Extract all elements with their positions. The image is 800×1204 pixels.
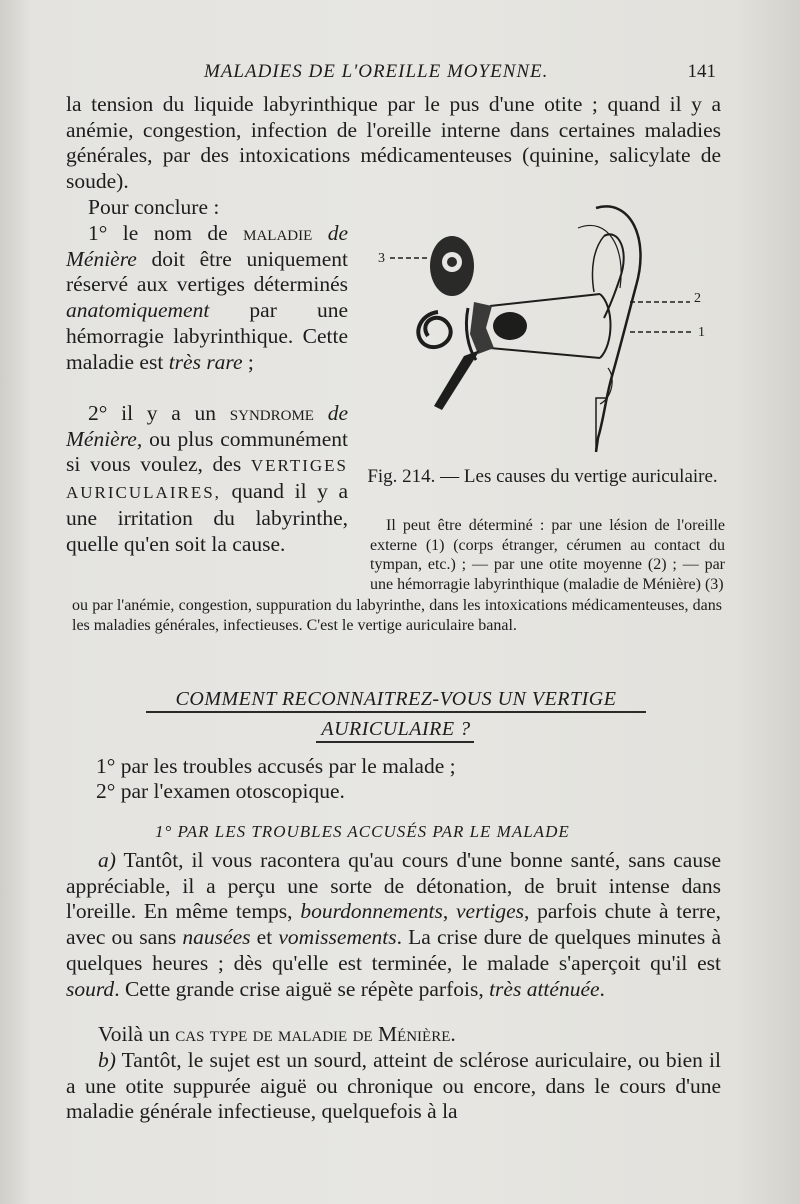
recognition-point-1: 1° par les troubles accusés par le malade ; bbox=[96, 754, 456, 778]
paragraph-b bbox=[66, 1048, 721, 1125]
italic-term: vertiges bbox=[455, 899, 525, 924]
italic-term: bourdonnements bbox=[300, 899, 443, 924]
italic-term: nausées bbox=[182, 925, 251, 950]
conclusion-item-1 bbox=[66, 221, 348, 375]
item-text bbox=[314, 401, 328, 425]
spaced-term: VERTIGES AURICULAIRES, bbox=[66, 456, 348, 503]
section-heading-line-2: AURICULAIRE ? bbox=[321, 718, 471, 740]
figure-label-2: 2 bbox=[694, 291, 701, 306]
item-text: quand il y a une irritation du labyrinthe, quelle qu'en soit la cause. bbox=[66, 479, 348, 556]
italic-term: très rare bbox=[168, 349, 243, 374]
paragraph-text: Voilà un bbox=[98, 1022, 176, 1046]
italic-term: de Ménière bbox=[66, 221, 348, 271]
heading-rule-1 bbox=[146, 711, 646, 713]
running-title: MALADIES DE L'OREILLE MOYENNE. bbox=[204, 61, 549, 82]
ear-anatomy-illustration bbox=[368, 198, 718, 460]
figure-legend: Il peut être déterminé : par une lésion de l'oreille externe (1) (corps étranger, cérumen au contact du tympan, etc.) ; — par une otite moyenne (2) ; — par une hémorragie labyrinthique (maladie de Ménière) (3) bbox=[370, 517, 725, 593]
small-caps-term: cas type de maladie de Ménière bbox=[175, 1022, 451, 1046]
figure-label-1: 1 bbox=[698, 325, 705, 340]
figure-legend-continued: ou par l'anémie, congestion, suppuration du labyrinthe, dans les intoxications médicamenteuses, dans les maladies générales, infectieuses. C'est le vertige auriculaire banal. bbox=[72, 597, 722, 634]
small-caps-term: maladie bbox=[243, 221, 313, 245]
foreign-body-mark bbox=[493, 312, 527, 340]
page-number: 141 bbox=[687, 61, 716, 82]
paragraph-text: Tantôt, le sujet est un sourd, atteint de sclérose auriculaire, ou bien il a une otite suppurée aiguë ou chronique ou encore, dans le cours d'une maladie générale infectieuse, quelquefois à la bbox=[66, 1048, 721, 1124]
italic-term: vomissements bbox=[278, 925, 397, 950]
paragraph-text: . bbox=[599, 976, 605, 1001]
item-number: 2° bbox=[88, 401, 108, 425]
paragraph-text: , parfois chute à terre, avec ou sans bbox=[66, 899, 721, 950]
item-text: par une hémorragie labyrinthique. Cette maladie est bbox=[66, 298, 348, 374]
item-text: il y a un bbox=[107, 401, 230, 425]
paragraph-text: Tantôt, il vous racontera qu'au cours d'une bonne santé, sans cause appréciable, il a perçu une sorte de détonation, de bruit intense dans l'oreille. En même temps, bbox=[66, 848, 721, 924]
figure-caption: Fig. 214. — Les causes du vertige auriculaire. bbox=[367, 466, 718, 487]
paragraph-text: . Cette grande crise aiguë se répète parfois, bbox=[114, 976, 490, 1001]
conclusion-lead: Pour conclure : bbox=[88, 195, 220, 219]
item-text: doit être uniquement réservé aux vertiges déterminés bbox=[66, 246, 348, 297]
eustachian-tube bbox=[434, 350, 480, 410]
paragraph-label: a) bbox=[98, 848, 116, 872]
item-text: le nom de bbox=[107, 221, 244, 245]
italic-term: très atténuée bbox=[489, 976, 600, 1001]
cochlea bbox=[418, 312, 450, 347]
item-text: ou plus communément si vous voulez, des bbox=[66, 426, 348, 477]
ear-diagram-figure bbox=[368, 198, 718, 460]
subsection-title: 1° PAR LES TROUBLES ACCUSÉS PAR LE MALADE bbox=[155, 822, 570, 841]
paragraph-text: , bbox=[442, 899, 456, 924]
outer-ear-outline bbox=[596, 206, 641, 452]
italic-term: sourd bbox=[66, 976, 115, 1001]
section-heading-line-1: COMMENT RECONNAITREZ-VOUS UN VERTIGE bbox=[175, 688, 617, 710]
italic-term: de Ménière, bbox=[66, 401, 348, 451]
ossicles bbox=[470, 302, 494, 354]
paragraph-text: . bbox=[450, 1022, 456, 1046]
canal-core bbox=[447, 257, 457, 267]
heading-rule-2 bbox=[316, 741, 474, 743]
lobe-lines bbox=[578, 225, 621, 404]
intro-paragraph: la tension du liquide labyrinthique par le pus d'une otite ; quand il y a anémie, congestion, infection de l'oreille interne dans certaines maladies générales, par des intoxications médicamenteuses (quinine, salicylate de soude). bbox=[66, 92, 721, 194]
item-text: ; bbox=[242, 349, 254, 374]
canal-opening bbox=[600, 294, 611, 358]
item-number: 1° bbox=[88, 221, 108, 245]
recognition-point-2: 2° par l'examen otoscopique. bbox=[96, 779, 345, 803]
paragraph-label: b) bbox=[98, 1048, 116, 1072]
section-heading bbox=[146, 684, 646, 744]
type-case-line bbox=[66, 1022, 721, 1048]
conclusion-item-2 bbox=[66, 401, 348, 557]
pinna-inner-fold bbox=[592, 236, 604, 292]
italic-term: anatomiquement bbox=[66, 298, 210, 323]
paragraph-text: et bbox=[250, 925, 279, 950]
figure-label-3: 3 bbox=[378, 251, 385, 266]
small-caps-term: syndrome bbox=[229, 401, 314, 425]
paragraph-text: . La crise dure de quelques minutes à quelques heures ; dès qu'elle est terminée, le malade s'aperçoit qu'il est bbox=[66, 925, 721, 975]
paragraph-a bbox=[66, 848, 721, 1002]
running-head bbox=[66, 61, 716, 85]
item-text bbox=[312, 221, 327, 245]
